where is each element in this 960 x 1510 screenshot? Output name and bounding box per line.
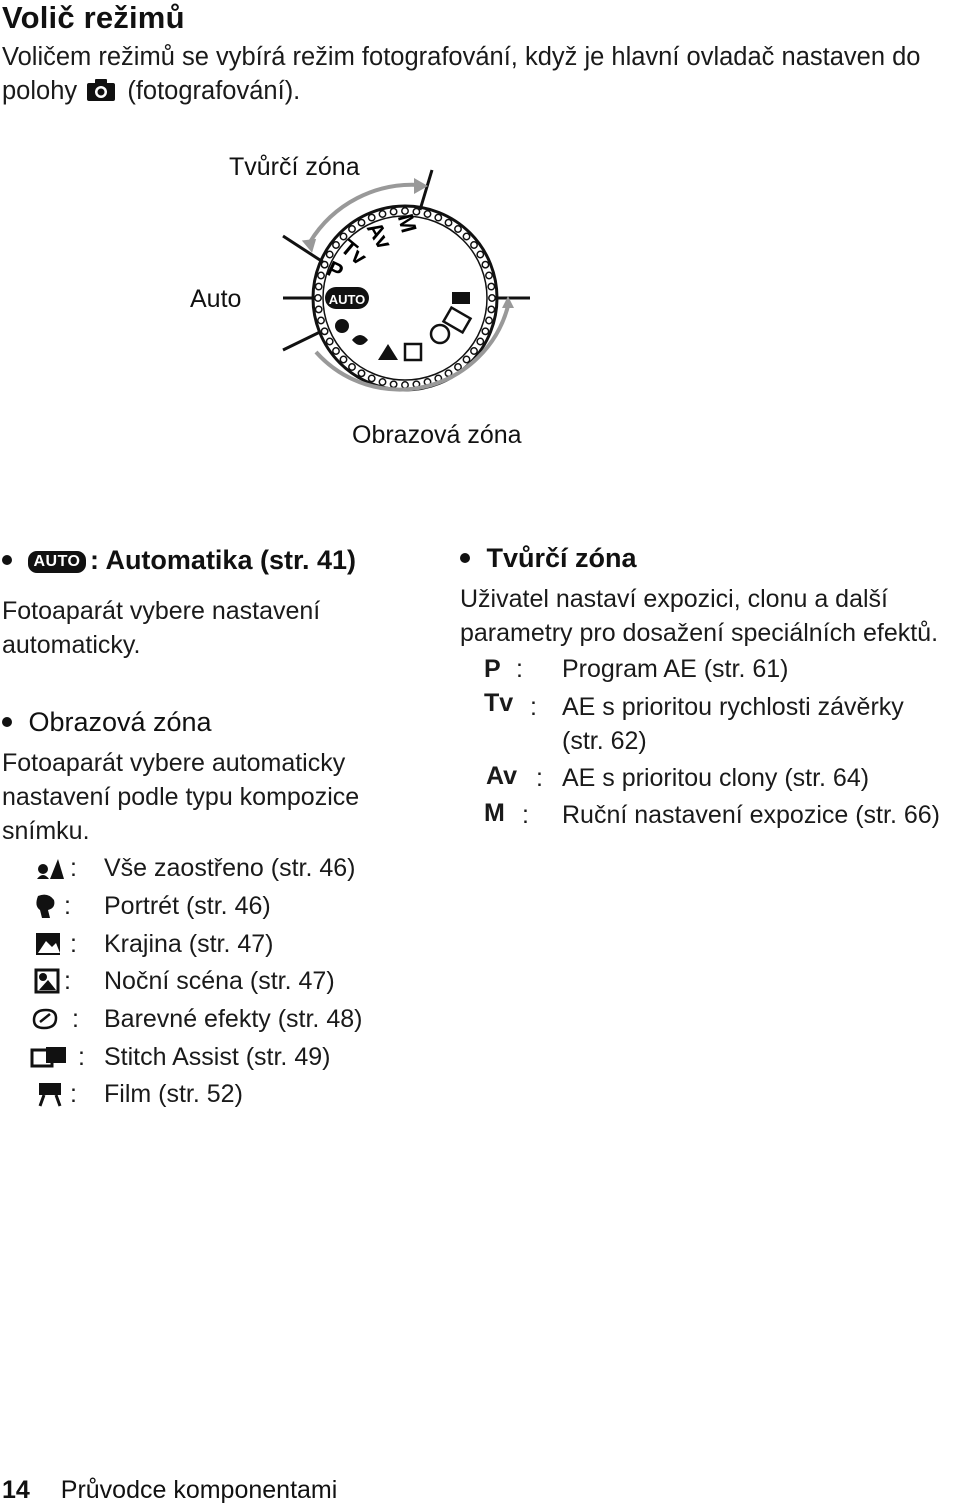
dial-night-icon [405, 344, 421, 360]
knurl-bump [486, 272, 492, 278]
knurl-bump [471, 242, 477, 248]
pointer-creative-left [283, 236, 323, 262]
knurl-bump [455, 226, 461, 232]
bullet [2, 555, 12, 565]
dial-auto-badge: AUTO [328, 292, 366, 307]
image-zone-description: Fotoaparát vybere automaticky nastavení podle typu kompozice snímku. [2, 749, 360, 845]
dial-mode-av: Av [361, 217, 398, 254]
dial-pan-focus-icon [335, 319, 349, 333]
creative-zone-heading-row [460, 543, 636, 574]
creative-zone-description: Uživatel nastaví expozici, clonu a další parametry pro dosažení speciálních efektů. [460, 585, 939, 647]
mode-dial-diagram [0, 0, 960, 480]
knurl-bump [340, 233, 346, 239]
knurl-bump [471, 348, 477, 354]
knurl-bump [486, 317, 492, 323]
knurl-bump [463, 233, 469, 239]
knurl-bump [488, 283, 494, 289]
movie-icon [36, 1080, 64, 1108]
auto-description: Fotoaparát vybere nastavení automaticky. [2, 597, 321, 659]
page-number: 14 [2, 1476, 30, 1504]
knurl-bump [333, 242, 339, 248]
auto-label: Auto [190, 285, 242, 313]
bullet [460, 553, 470, 563]
knurl-bump [424, 211, 430, 217]
knurl-bump [445, 220, 451, 226]
knurl-bump [358, 220, 364, 226]
knurl-bump [455, 364, 461, 370]
knurl-bump [316, 306, 322, 312]
knurl-bump [435, 214, 441, 220]
knurl-bump [477, 338, 483, 344]
image-zone-heading-row [2, 707, 212, 738]
knurl-bump [489, 295, 495, 301]
dial-portrait-icon [352, 335, 368, 345]
knurl-bump [340, 356, 346, 362]
pan-focus-icon [34, 855, 66, 881]
knurl-bump [369, 214, 375, 220]
pointer-creative-right [420, 170, 432, 210]
bullet [2, 717, 12, 727]
mode-p-symbol: P [484, 655, 501, 683]
dial-mode-m: M [392, 211, 422, 236]
landscape-icon [34, 931, 62, 957]
image-zone-label: Obrazová zóna [352, 421, 522, 449]
knurl-bump [318, 317, 324, 323]
knurl-bump [402, 382, 408, 388]
dial-color-effect-icon [431, 325, 449, 343]
knurl-bump [333, 348, 339, 354]
knurl-bump [482, 328, 488, 334]
knurl-bump [379, 211, 385, 217]
stitch-assist-icon [30, 1044, 68, 1070]
page-footer [2, 1476, 337, 1505]
creative-zone-heading: Tvůrčí zóna [486, 543, 637, 573]
knurl-bump [369, 375, 375, 381]
dial-mode-tv: Tv [335, 234, 372, 271]
auto-heading-row [2, 545, 356, 576]
knurl-bump [349, 364, 355, 370]
intro-text-1: Voličem režimů se vybírá režim fotografování, když je hlavní ovladač nastaven do polohy [2, 43, 921, 105]
night-scene-icon [34, 968, 60, 994]
page-title: Volič režimů [2, 0, 185, 35]
knurl-bump [463, 356, 469, 362]
knurl-bump [482, 262, 488, 268]
knurl-bump [321, 328, 327, 334]
knurl-bump [477, 251, 483, 257]
mode-tv-symbol: Tv [484, 689, 514, 717]
dial-movie-icon [452, 292, 470, 304]
knurl-bump [315, 295, 321, 301]
image-zone-heading: Obrazová zóna [28, 707, 212, 737]
knurl-bump [488, 306, 494, 312]
mode-av-symbol: Av [486, 762, 518, 790]
knurl-bump [327, 338, 333, 344]
creative-zone-label: Tvůrčí zóna [229, 153, 360, 181]
intro-text-2: (fotografování). [127, 77, 301, 105]
dial-landscape-icon [378, 344, 398, 360]
auto-badge: AUTO [28, 551, 85, 573]
knurl-bump [327, 251, 333, 257]
auto-heading: : Automatika (str. 41) [89, 545, 357, 575]
knurl-bump [349, 226, 355, 232]
pointer-image-left [283, 332, 320, 350]
dial-mode-p: P [323, 255, 348, 285]
knurl-bump [379, 379, 385, 385]
knurl-bump [390, 209, 396, 215]
knurl-bump [316, 283, 322, 289]
mode-m-symbol: M [484, 799, 505, 827]
footer-section: Průvodce komponentami [60, 1476, 338, 1504]
knurl-bump [358, 370, 364, 376]
color-effect-icon [30, 1006, 60, 1032]
image-zone-arc [316, 306, 508, 390]
knurl-bump [390, 381, 396, 387]
portrait-icon [34, 892, 60, 920]
